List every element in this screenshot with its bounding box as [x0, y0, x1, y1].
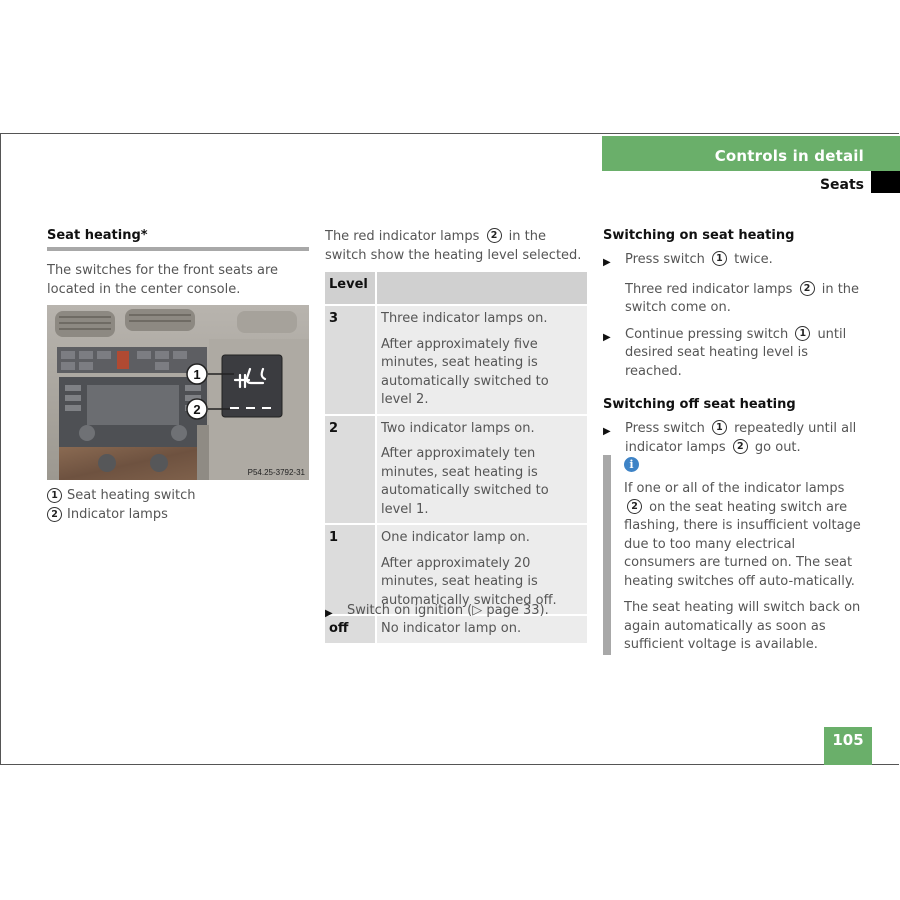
switch-off-title: Switching off seat heating: [603, 397, 796, 412]
step-text: [625, 326, 865, 382]
level-line: After approximately 20 minutes, seat heating is automatically switched off.: [381, 555, 557, 608]
table-header-description: [376, 272, 587, 305]
section-header: Controls in detail: [602, 136, 900, 171]
note-paragraph: [624, 480, 865, 591]
step-text: [625, 251, 773, 273]
callout-number: 1: [795, 326, 810, 341]
legend-label: Seat heating switch: [67, 488, 196, 503]
bullet-arrow-icon: ▶: [603, 257, 611, 268]
level-key: off: [325, 615, 376, 644]
note-text-part: on the seat heating switch are flashing, there is insufficient voltage due to too many electrical consumers are turned on. The seat heating switches off auto-matically.: [624, 499, 861, 589]
callout-number: 1: [47, 488, 62, 503]
levels-intro-text: in the switch show the heating level selected.: [325, 229, 582, 263]
legend-item: [47, 505, 309, 524]
seat-heating-title-text: Seat heating: [47, 228, 141, 243]
center-console-illustration: [47, 305, 309, 480]
callout-number: 2: [800, 281, 815, 296]
callout-number: 2: [733, 439, 748, 454]
switch-on-title: Switching on seat heating: [603, 228, 795, 243]
figure-code: P54.25-3792-31: [247, 468, 305, 477]
switching-instructions: [603, 228, 865, 457]
bullet-arrow-icon: ▶: [325, 608, 333, 619]
bullet-arrow-icon: ▶: [603, 426, 611, 437]
page-number: 105: [824, 727, 872, 765]
level-line: After approximately five minutes, seat heating is automatically switched to level 2.: [381, 336, 549, 407]
heating-level-table: [325, 272, 587, 645]
step-text-part: Press switch: [625, 421, 709, 436]
bullet-arrow-icon: ▶: [603, 331, 611, 343]
step-text-part: repeatedly until all indicator lamps: [625, 421, 857, 455]
level-key: 3: [325, 305, 376, 415]
info-icon: i: [624, 457, 639, 472]
step-text-part: Continue pressing switch: [625, 326, 793, 342]
section-tab-marker: [871, 171, 900, 193]
seat-heating-title: [47, 228, 148, 243]
callout-number: 2: [487, 228, 502, 243]
result-text-part: Three red indicator lamps: [625, 281, 797, 297]
result-text-part: in the switch come on.: [625, 281, 860, 315]
ignition-text: Switch on ignition (▷ page 33).: [347, 603, 549, 618]
levels-intro-text: The red indicator lamps: [325, 229, 484, 244]
step-text-part: Press switch: [625, 252, 709, 267]
callout-number: 1: [712, 420, 727, 435]
svg-text:2: 2: [193, 402, 201, 417]
table-header-row: [325, 272, 587, 305]
levels-intro: [325, 228, 587, 265]
subsection-header: Seats: [819, 177, 864, 193]
switch-on-result: [603, 281, 865, 318]
center-console-figure: [47, 305, 309, 480]
callout-number: 2: [627, 499, 642, 514]
info-note: [603, 455, 865, 655]
level-line: After approximately ten minutes, seat heating is automatically switched to level 1.: [381, 446, 549, 517]
level-line: Two indicator lamps on.: [381, 420, 535, 436]
level-description: [376, 305, 587, 415]
step-text-part: go out.: [750, 439, 801, 455]
level-line: No indicator lamp on.: [381, 621, 522, 636]
optional-equipment-mark: *: [140, 228, 148, 243]
step-text: [625, 420, 865, 457]
note-paragraph: The seat heating will switch back on again automatically as soon as sufficient voltage is available.: [624, 600, 861, 652]
figure-legend: [47, 486, 309, 524]
legend-item: [47, 486, 309, 505]
level-line: Three indicator lamps on.: [381, 311, 548, 326]
table-header-level: Level: [325, 272, 376, 305]
level-key: 2: [325, 415, 376, 525]
note-text-part: If one or all of the indicator lamps: [624, 481, 845, 496]
level-key: 1: [325, 524, 376, 615]
callout-number: 1: [712, 251, 727, 266]
seat-heating-intro: The switches for the front seats are located in the center console.: [47, 263, 279, 297]
legend-label: Indicator lamps: [67, 507, 168, 522]
step-text-part: until desired seat heating level is reached.: [625, 326, 847, 379]
level-line: One indicator lamp on.: [381, 530, 530, 545]
title-rule: [47, 247, 309, 251]
ignition-step: [325, 602, 587, 624]
table-row: [325, 415, 587, 525]
svg-text:1: 1: [193, 367, 201, 382]
switch-off-step: [603, 420, 865, 457]
switch-on-step-1: [603, 251, 865, 273]
table-row: [325, 305, 587, 415]
callout-number: 2: [47, 507, 62, 522]
level-description: [376, 415, 587, 525]
step-text-part: twice.: [729, 252, 773, 267]
switch-on-step-2: [603, 326, 865, 382]
